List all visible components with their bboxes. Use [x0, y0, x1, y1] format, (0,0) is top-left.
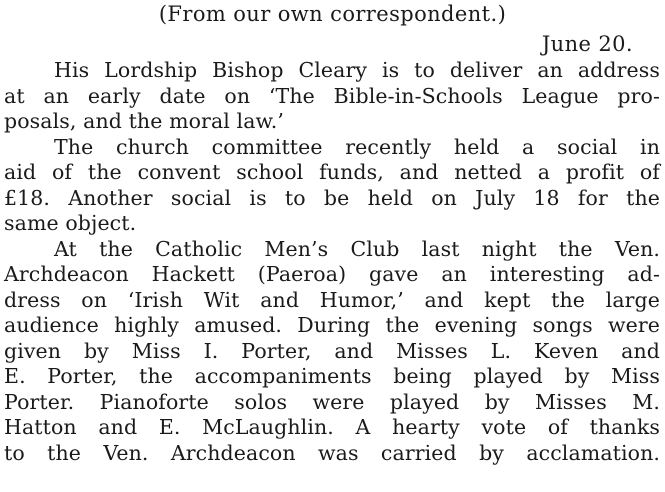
article-line: Archdeacon Hackett (Paeroa) gave an interesting ad- — [4, 262, 660, 286]
article-line: at an early date on ‘The Bible-in-Schools League pro- — [4, 83, 660, 108]
dateline: June 20. — [541, 32, 633, 56]
article-line: posals, and the moral law.’ — [4, 109, 284, 133]
article-line: Porter. Pianoforte solos were played by Misses M. — [4, 389, 660, 414]
article-line: His Lordship Bishop Cleary is to deliver an address — [54, 58, 660, 82]
article-line: The church committee recently held a social in — [54, 134, 660, 159]
article-line: to the Ven. Archdeacon was carried by acclamation. — [4, 440, 660, 465]
article-line: Hatton and E. McLaughlin. A hearty vote of thanks — [4, 415, 660, 439]
correspondent-heading: (From our own correspondent.) — [158, 2, 507, 26]
article-line: given by Miss I. Porter, and Misses L. Keven and — [4, 338, 660, 363]
article-line: £18. Another social is to be held on July 18 for the — [4, 185, 660, 210]
article-line: At the Catholic Men’s Club last night the Ven. — [54, 236, 660, 261]
article-line: aid of the convent school funds, and netted a profit of — [4, 160, 660, 184]
article-line: dress on ‘Irish Wit and Humor,’ and kept the large — [4, 287, 660, 312]
article-body — [4, 58, 660, 466]
article-line: same object. — [4, 211, 137, 235]
article-line: E. Porter, the accompaniments being played by Miss — [4, 364, 660, 388]
article-line: audience highly amused. During the evening songs were — [4, 313, 660, 337]
